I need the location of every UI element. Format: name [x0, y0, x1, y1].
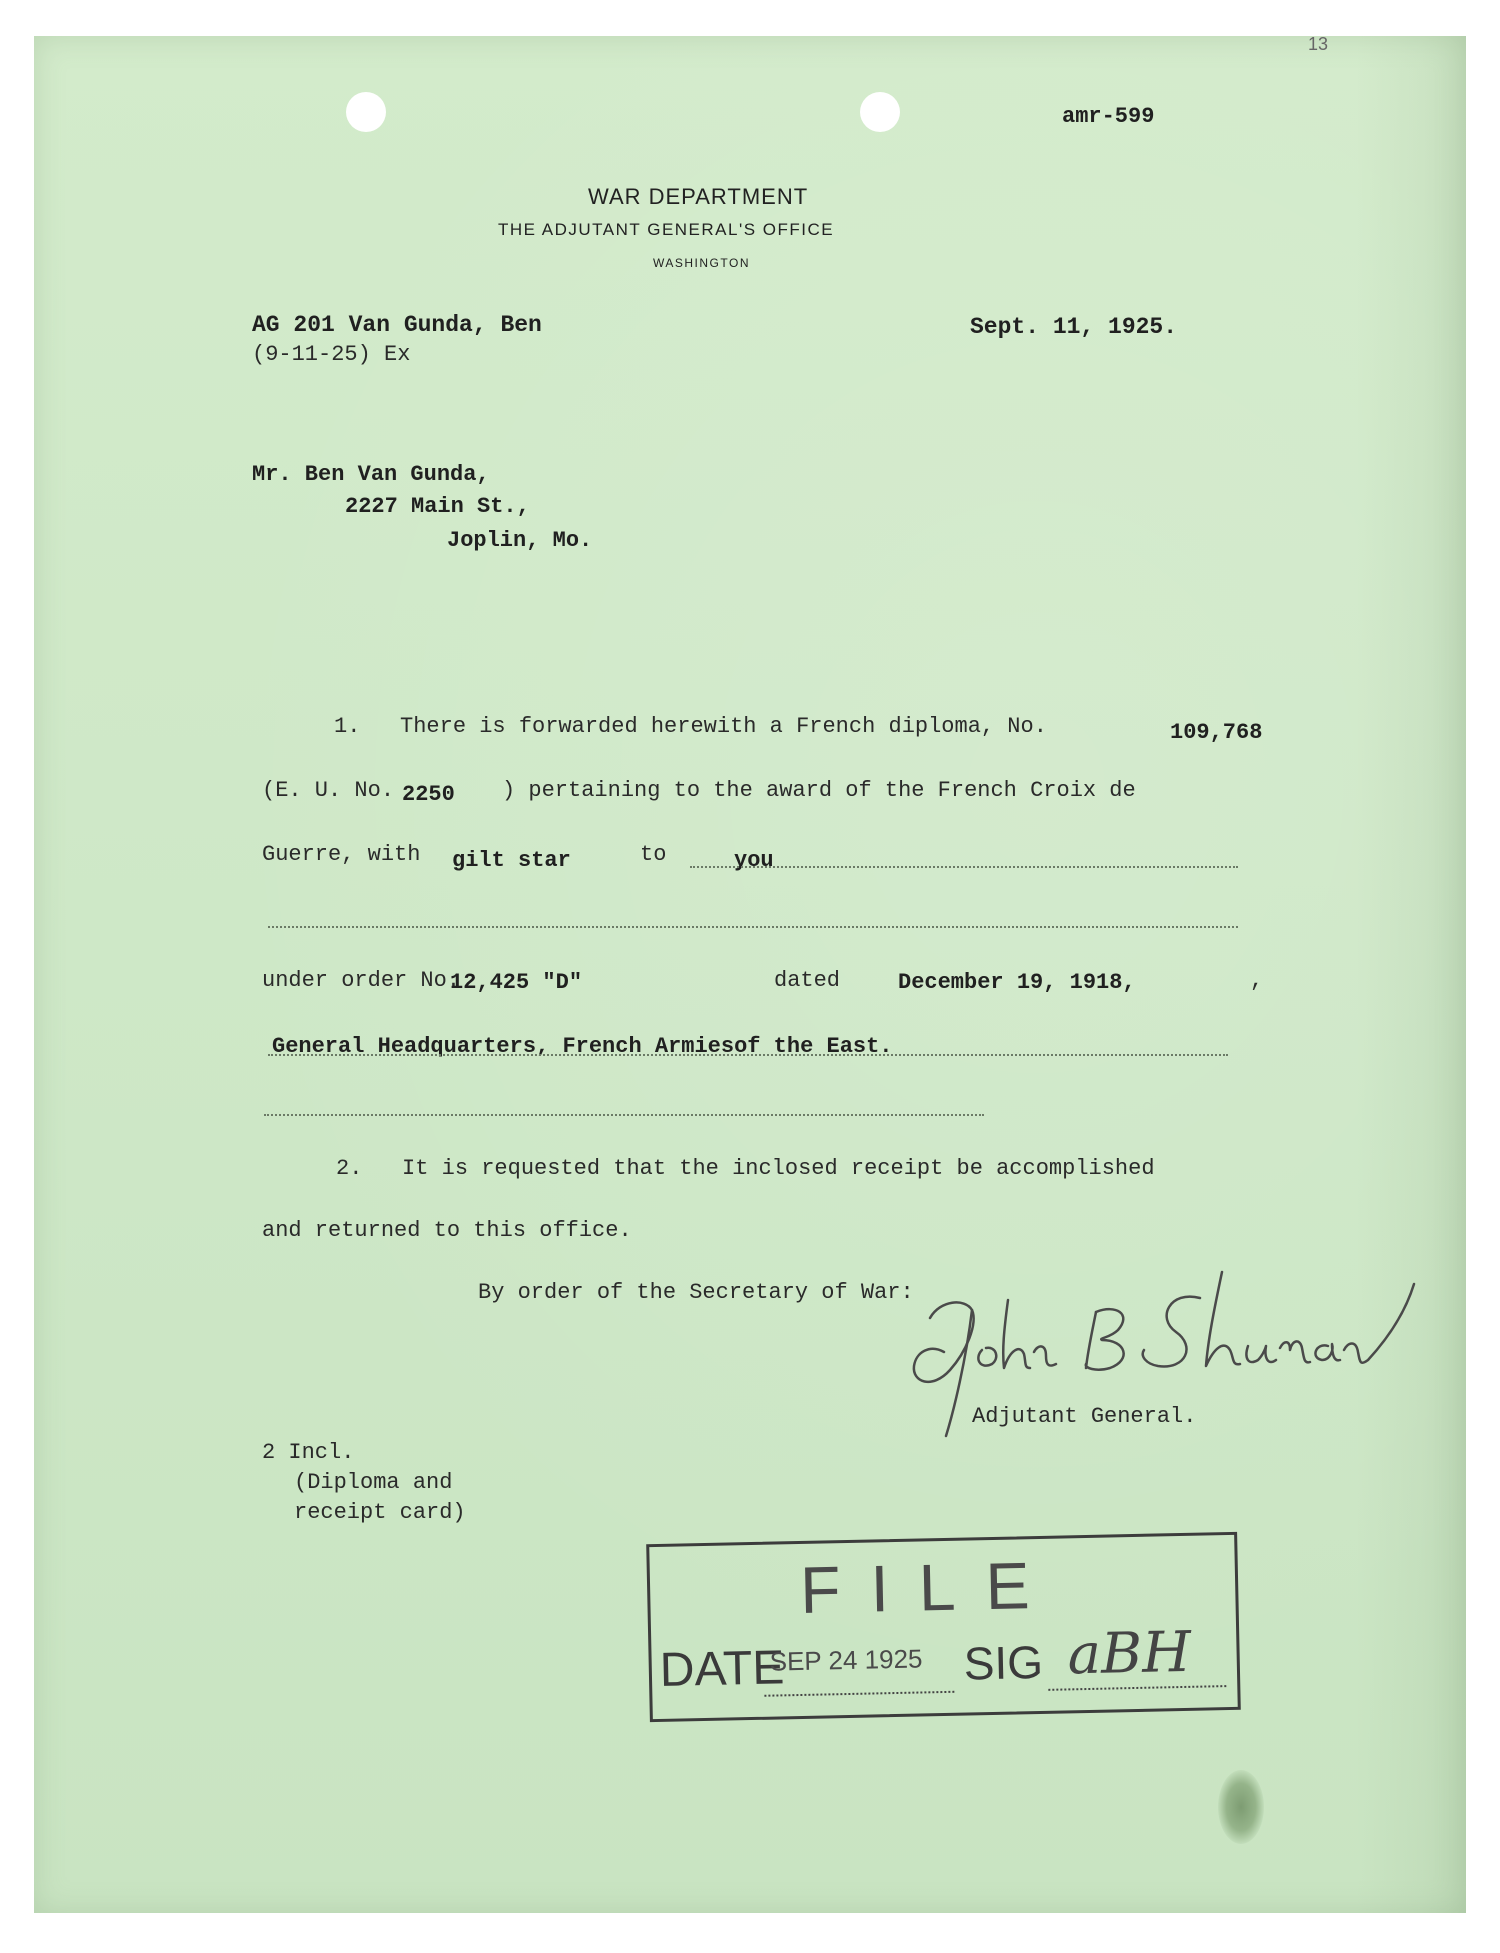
- stamp-date-dotted-line: [764, 1691, 954, 1697]
- paragraph-1-line-1: 1. There is forwarded herewith a French diploma, No.: [334, 714, 1047, 739]
- order-number: 12,425 "D": [450, 970, 583, 995]
- diploma-number: 109,768: [1170, 720, 1263, 745]
- headquarters-line: General Headquarters, French Armiesof the East.: [272, 1034, 893, 1059]
- order-trailing-comma: ,: [1250, 968, 1264, 993]
- punch-hole-right: [860, 92, 900, 132]
- letterhead-department: WAR DEPARTMENT: [588, 184, 809, 209]
- inclosures-count: 2 Incl.: [262, 1440, 355, 1465]
- page-mark: 13: [1308, 34, 1329, 54]
- paragraph-2-line-1: 2. It is requested that the inclosed receipt be accomplished: [336, 1156, 1155, 1181]
- guerre-with-label: Guerre, with: [262, 842, 421, 867]
- file-code: amr-599: [1062, 104, 1155, 129]
- inclosures-item-1: (Diploma and: [294, 1470, 453, 1495]
- stamp-date-value: SEP 24 1925: [769, 1643, 923, 1677]
- addressee-name: Mr. Ben Van Gunda,: [252, 462, 490, 487]
- file-stamp: [646, 1532, 1241, 1722]
- stamp-date-label: DATE: [659, 1641, 785, 1697]
- eu-number-suffix: ) pertaining to the award of the French Croix de: [502, 778, 1136, 803]
- recipient-dotted-line-2: [268, 926, 1238, 928]
- dated-label: dated: [774, 968, 841, 993]
- order-date: December 19, 1918,: [898, 970, 1136, 995]
- signature-text: [900, 1300, 1010, 1316]
- paper-edge-shadow: [1356, 36, 1466, 1913]
- addressee-city: Joplin, Mo.: [447, 528, 593, 553]
- eu-number-prefix: (E. U. No.: [262, 778, 395, 803]
- paragraph-2-line-2: and returned to this office.: [262, 1218, 632, 1243]
- stamp-sig-label: SIG: [963, 1635, 1044, 1690]
- reference-line-2: (9-11-25) Ex: [252, 342, 411, 367]
- letterhead-city: WASHINGTON: [653, 256, 751, 270]
- recipient-dotted-line: [690, 866, 1238, 868]
- addressee-street: 2227 Main St.,: [345, 494, 530, 519]
- headquarters-dotted-line: [268, 1054, 1228, 1056]
- letterhead-office: THE ADJUTANT GENERAL'S OFFICE: [498, 220, 835, 239]
- recipient: you: [734, 848, 774, 873]
- signature-title: Adjutant General.: [972, 1404, 1197, 1429]
- punch-hole-left: [346, 92, 386, 132]
- eu-number: 2250: [402, 782, 455, 807]
- stamp-initials: aBH: [1066, 1619, 1192, 1688]
- headquarters-dotted-line-2: [264, 1114, 984, 1116]
- letter-date: Sept. 11, 1925.: [970, 314, 1178, 340]
- inclosures-item-2: receipt card): [294, 1500, 466, 1525]
- ink-smudge: [1218, 1770, 1264, 1844]
- reference-line-1: AG 201 Van Gunda, Ben: [252, 312, 542, 338]
- stamp-file-label: FILE: [799, 1547, 1061, 1627]
- by-order-line: By order of the Secretary of War:: [478, 1280, 914, 1305]
- to-label: to: [640, 842, 667, 867]
- under-order-label: under order No.: [262, 968, 461, 993]
- star-type: gilt star: [452, 848, 571, 873]
